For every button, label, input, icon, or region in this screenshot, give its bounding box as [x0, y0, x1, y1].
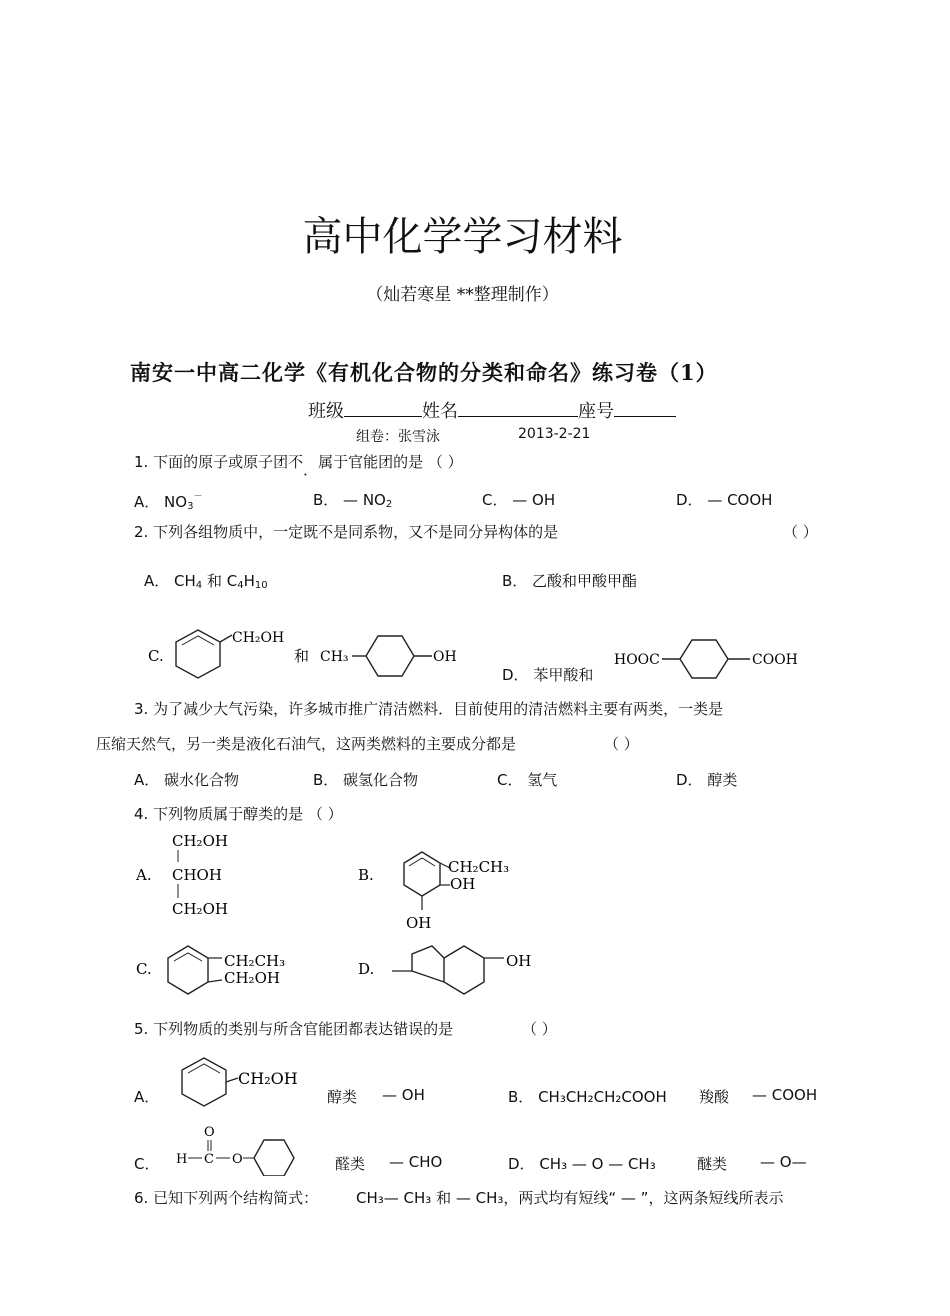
q5-option-c-class: 醛类: [335, 1155, 366, 1173]
q1-option-d: D． — COOH: [676, 491, 773, 509]
svg-text:COOH: COOH: [752, 652, 798, 668]
student-info-row: [308, 397, 676, 423]
svg-text:OH: OH: [506, 952, 532, 970]
svg-text:HOOC: HOOC: [614, 652, 660, 668]
q4-stem: 4. 下列物质属于醇类的是 （ ）: [134, 805, 343, 823]
svg-text:C: C: [204, 1152, 214, 1167]
q1-option-a: A． $NO_3^-$: [134, 492, 203, 512]
q5-option-a-structure: [172, 1052, 318, 1116]
q6-stem: 6. 已知下列两个结构简式：: [134, 1189, 319, 1207]
svg-text:CHOH: CHOH: [172, 866, 222, 884]
q4-structures: [130, 828, 540, 1000]
q5-option-a-group: — OH: [382, 1086, 425, 1104]
q5-option-d: D． CH₃ — O — CH₃: [508, 1155, 656, 1173]
q3-paren: （ ）: [604, 735, 639, 753]
benzene-ring-icon: [182, 1058, 226, 1106]
name-blank: [458, 400, 578, 417]
benzene-ring-icon: [366, 636, 414, 676]
svg-text:CH₂OH: CH₂OH: [224, 969, 280, 987]
q2-c-ch2oh: CH₂OH: [232, 630, 285, 646]
q5-option-c-label: C．: [134, 1155, 160, 1173]
q2-c-ch3: CH₃: [320, 649, 349, 665]
q5-option-a-label: A．: [134, 1088, 160, 1106]
svg-text:CH₂OH: CH₂OH: [238, 1069, 298, 1088]
svg-text:O: O: [232, 1152, 243, 1167]
class-label: 班级: [308, 401, 344, 422]
svg-text:D.: D.: [358, 960, 375, 978]
q5-option-b: B． CH₃CH₂CH₂COOH: [508, 1088, 667, 1106]
page-subtitle: （灿若寒星 **整理制作）: [366, 285, 559, 305]
svg-text:CH₂CH₃: CH₂CH₃: [224, 952, 286, 970]
benzene-ring-icon: [404, 852, 440, 896]
svg-text:CH₂CH₃: CH₂CH₃: [448, 858, 510, 876]
q2-option-d: D． 苯甲酸和: [502, 666, 594, 684]
q5-option-c-group: — CHO: [389, 1153, 443, 1171]
q2-option-c-structures: [140, 622, 470, 688]
svg-text:OH: OH: [450, 875, 476, 893]
q2-stem: 2. 下列各组物质中，一定既不是同系物，又不是同分异构体的是: [134, 523, 559, 541]
q2-option-b: B． 乙酸和甲酸甲酯: [502, 572, 638, 590]
q3-option-b: B． 碳氢化合物: [313, 771, 419, 789]
name-label: 姓名: [422, 401, 458, 422]
svg-text:B.: B.: [358, 866, 374, 884]
author: 组卷：张雪泳: [356, 429, 440, 445]
svg-text:CH₂OH: CH₂OH: [172, 832, 228, 850]
q5-option-b-class: 羧酸: [699, 1088, 730, 1106]
q2-option-a: A． $CH_4$ 和 $C_4H_{10}$: [144, 572, 268, 591]
q3-option-c: C． 氢气: [497, 771, 558, 789]
q5-option-a-class: 醇类: [327, 1088, 358, 1106]
q2-option-d-structure: [612, 634, 812, 686]
svg-text:OH: OH: [406, 914, 432, 932]
q1-option-c: C． — OH: [482, 491, 556, 509]
seat-label: 座号: [578, 401, 614, 422]
svg-text:A.: A.: [136, 866, 152, 884]
class-blank: [344, 400, 422, 417]
q3-option-a: A． 碳水化合物: [134, 771, 240, 789]
svg-text:H: H: [176, 1152, 188, 1167]
q2-c-and: 和: [294, 647, 310, 665]
svg-text:O: O: [204, 1125, 215, 1140]
benzene-ring-icon: [680, 640, 728, 678]
q5-paren: （ ）: [522, 1020, 557, 1038]
q1-option-b: B． — $NO_2$: [313, 491, 393, 510]
date: 2013-2-21: [518, 426, 591, 442]
q3-stem: 3. 为了减少大气污染，许多城市推广清洁燃料．目前使用的清洁燃料主要有两类，一类是: [134, 700, 724, 718]
q5-option-d-class: 醚类: [697, 1155, 728, 1173]
benzene-ring-icon: [254, 1140, 294, 1176]
q1-stem: 1. 下面的原子或原子团不．属于官能团的是 （ ）: [134, 453, 463, 479]
q5-stem: 5. 下列物质的类别与所含官能团都表达错误的是: [134, 1020, 454, 1038]
q6-formula: CH₃— CH₃ 和 — CH₃，两式均有短线“ — ”，这两条短线所表示: [356, 1189, 784, 1207]
q2-c-label: C.: [148, 647, 164, 665]
q5-option-b-group: — COOH: [752, 1086, 818, 1104]
q5-option-d-group: — O—: [760, 1153, 807, 1171]
benzene-ring-icon: [176, 630, 220, 678]
q3-stem-cont: 压缩天然气，另一类是液化石油气，这两类燃料的主要成分都是: [96, 735, 517, 753]
q2-c-oh: OH: [433, 649, 457, 665]
q3-option-d: D． 醇类: [676, 771, 738, 789]
page-title: 高中化学学习材料: [302, 214, 623, 260]
svg-text:CH₂OH: CH₂OH: [172, 900, 228, 918]
q5-option-c-structure: [172, 1118, 302, 1176]
svg-text:C.: C.: [136, 960, 152, 978]
seat-blank: [614, 400, 676, 417]
exam-title: 南安一中高二化学《有机化合物的分类和命名》练习卷（1）: [130, 360, 718, 385]
benzene-ring-icon: [444, 946, 484, 994]
q2-paren: （ ）: [783, 523, 818, 541]
